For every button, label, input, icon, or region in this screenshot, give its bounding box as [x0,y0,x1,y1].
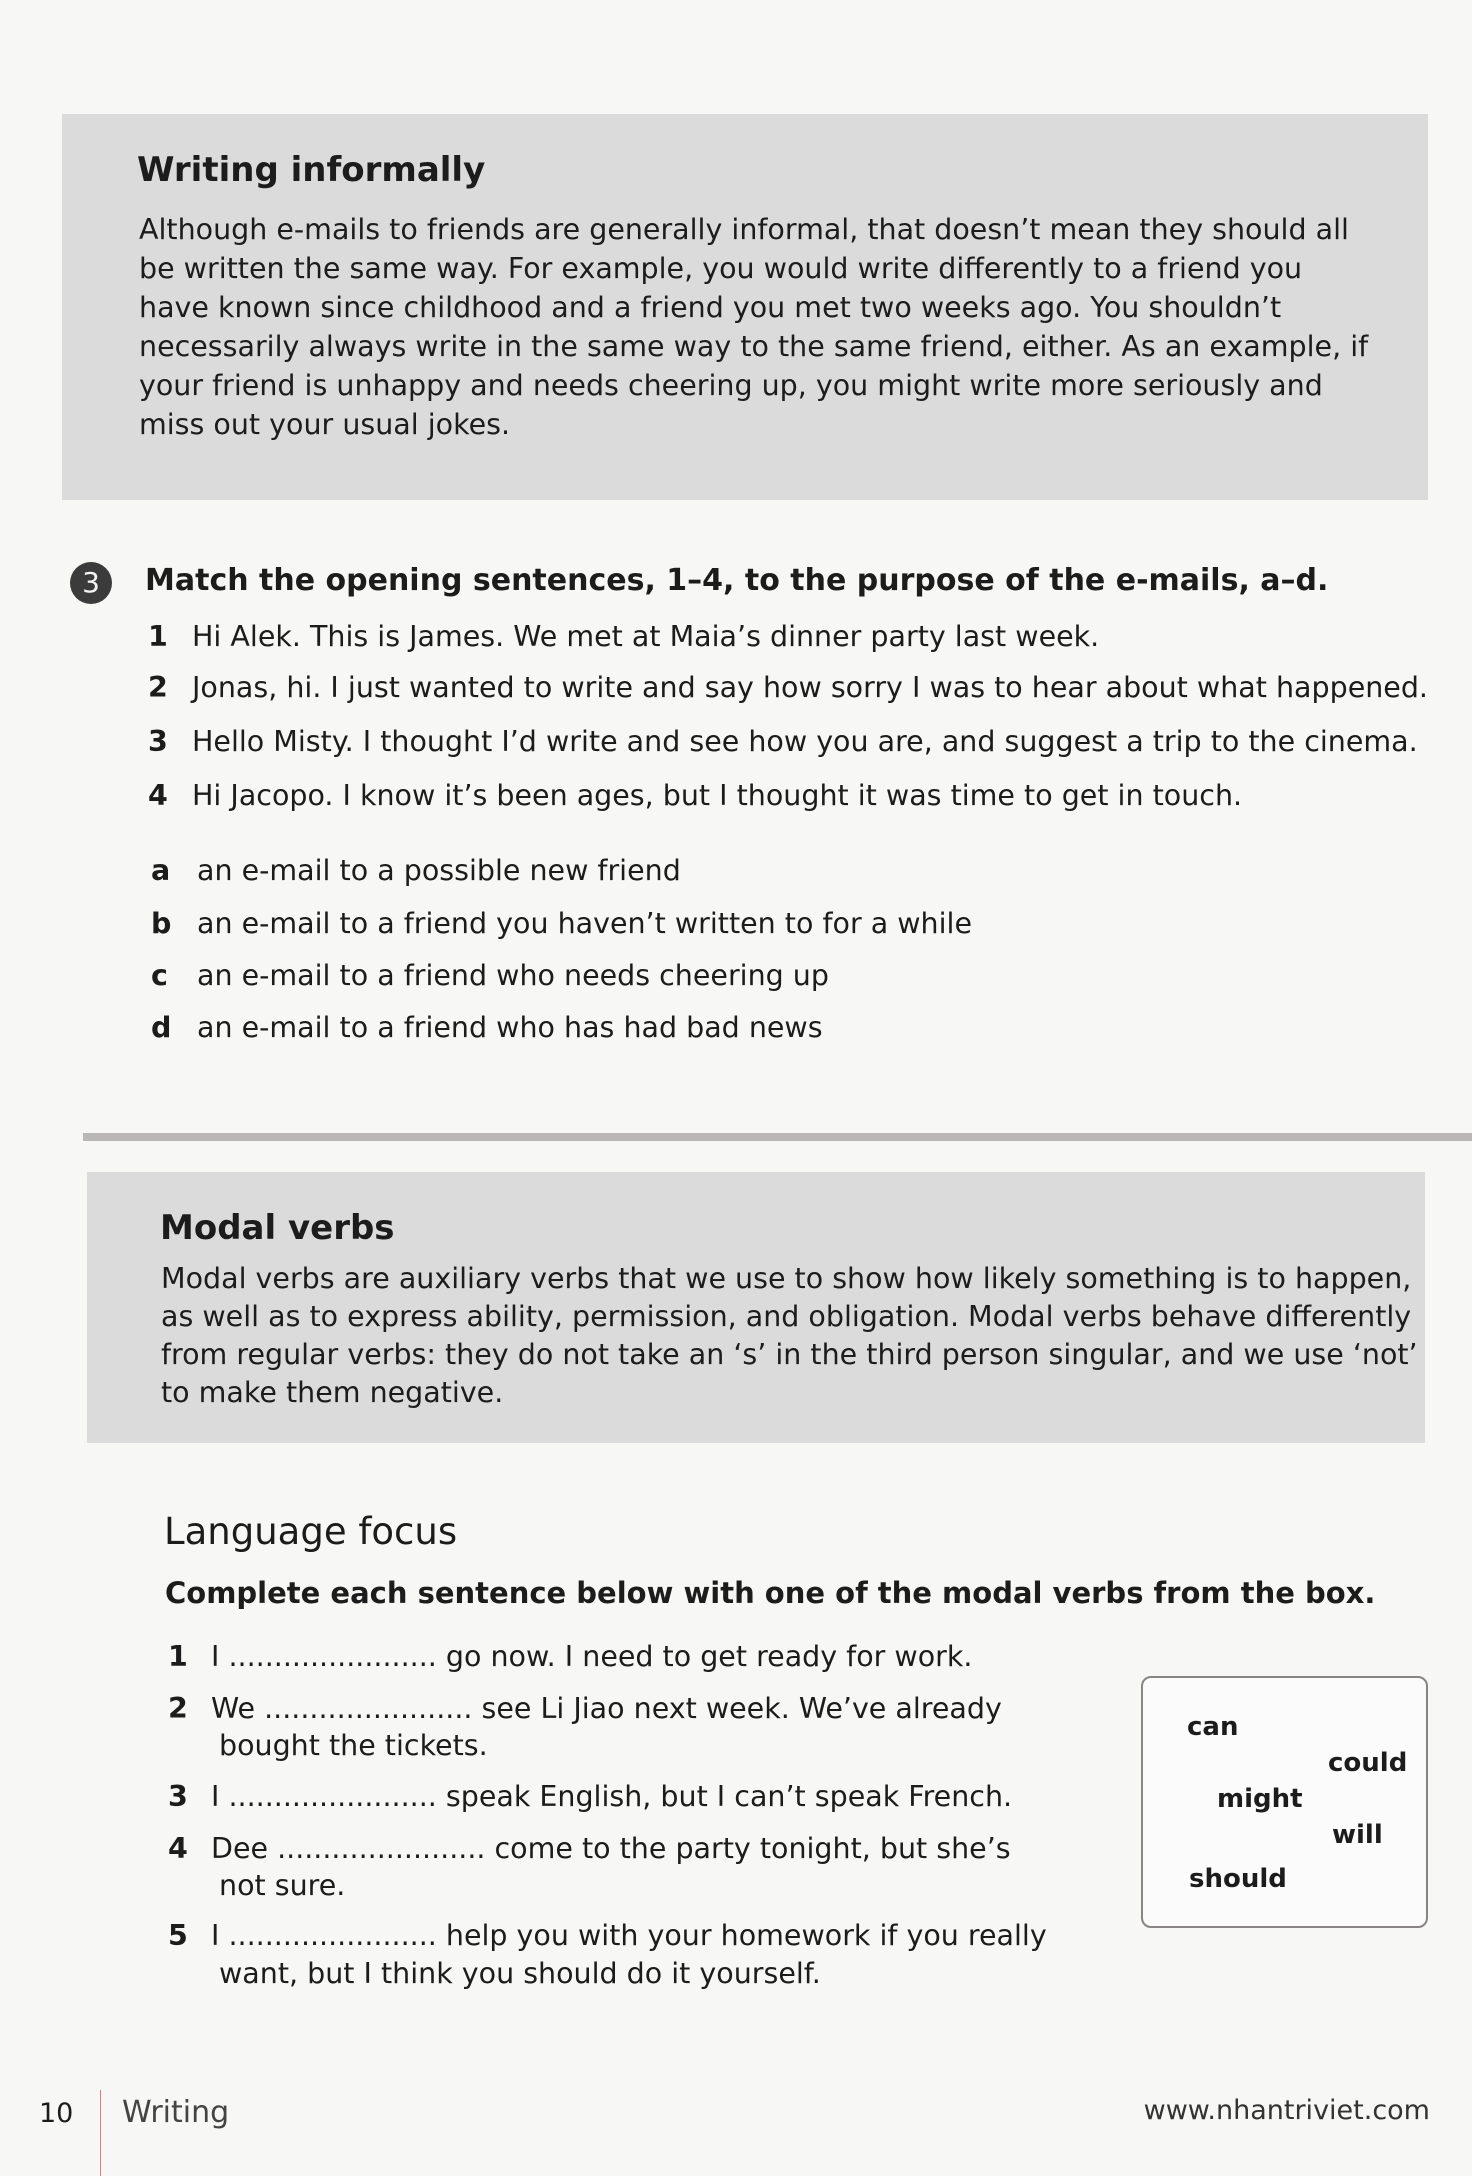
exercise-instruction: Match the opening sentences, 1–4, to the purpose of the e-mails, a–d. [145,563,1329,598]
item-number: 1 [148,620,168,653]
opening-sentence: Hi Alek. This is James. We met at Maia’s dinner party last week. [192,620,1100,653]
email-purpose: an e-mail to a possible new friend [197,854,681,887]
opening-sentence: Hi Jacopo. I know it’s been ages, but I thought it was time to get in touch. [192,779,1243,812]
item-number: 2 [148,671,168,704]
word: should [1189,1864,1287,1894]
paragraph-line: necessarily always write in the same way to the same friend, either. As an example, if [139,330,1369,363]
box-title: Modal verbs [160,1208,395,1248]
word: will [1332,1820,1383,1850]
opening-sentence: Hello Misty. I thought I’d write and see how you are, and suggest a trip to the cinema. [192,725,1418,758]
opening-sentence: Jonas, hi. I just wanted to write and say how sorry I was to hear about what happened. [192,671,1428,704]
item-number: 3 [168,1780,188,1813]
paragraph-line: your friend is unhappy and needs cheering up, you might write more seriously and [139,369,1323,402]
gap-fill-sentence-cont: want, but I think you should do it yourself. [219,1957,821,1990]
gap-fill-sentence: I ....................... go now. I need to get ready for work. [211,1640,973,1673]
exercise-instruction: Complete each sentence below with one of the modal verbs from the box. [165,1576,1376,1610]
gap-fill-sentence: Dee ....................... come to the party tonight, but she’s [211,1832,1011,1865]
paragraph-line: miss out your usual jokes. [139,408,511,441]
word: can [1187,1712,1239,1742]
item-letter: d [151,1011,172,1044]
paragraph-line: Although e-mails to friends are generally informal, that doesn’t mean they should all [139,213,1349,246]
word: might [1217,1784,1303,1814]
paragraph-line: to make them negative. [161,1376,504,1409]
paragraph-line: as well as to express ability, permission, and obligation. Modal verbs behave differently [161,1300,1412,1333]
item-number: 5 [168,1919,188,1952]
word: could [1328,1748,1408,1778]
section-name: Writing [122,2095,230,2130]
item-letter: b [151,907,172,940]
gap-fill-sentence-cont: not sure. [219,1869,346,1902]
gap-fill-sentence: I ....................... speak English, but I can’t speak French. [211,1780,1013,1813]
box-title: Writing informally [137,150,486,190]
gap-fill-sentence: I ....................... help you with your homework if you really [211,1919,1047,1952]
paragraph-line: Modal verbs are auxiliary verbs that we use to show how likely something is to happen, [161,1262,1412,1295]
item-number: 4 [168,1832,188,1865]
word-box [1141,1676,1428,1928]
paragraph-line: have known since childhood and a friend you met two weeks ago. You shouldn’t [139,291,1282,324]
item-number: 1 [168,1640,188,1673]
email-purpose: an e-mail to a friend who has had bad news [197,1011,823,1044]
section-heading: Language focus [164,1510,458,1553]
item-letter: c [151,959,168,992]
email-purpose: an e-mail to a friend who needs cheering up [197,959,829,992]
item-letter: a [151,854,171,887]
email-purpose: an e-mail to a friend you haven’t written to for a while [197,907,972,940]
section-divider [83,1133,1472,1141]
paragraph-line: be written the same way. For example, you would write differently to a friend you [139,252,1303,285]
item-number: 2 [168,1692,188,1725]
item-number: 3 [148,725,168,758]
item-number: 4 [148,779,168,812]
exercise-number-badge: 3 [70,562,112,604]
website-url: www.nhantriviet.com [1143,2095,1430,2126]
paragraph-line: from regular verbs: they do not take an ‘s’ in the third person singular, and we use ‘not’ [161,1338,1418,1371]
gap-fill-sentence: We ....................... see Li Jiao next week. We’ve already [211,1692,1002,1725]
footer-divider [100,2090,101,2176]
page-number: 10 [39,2098,74,2129]
gap-fill-sentence-cont: bought the tickets. [219,1729,488,1762]
